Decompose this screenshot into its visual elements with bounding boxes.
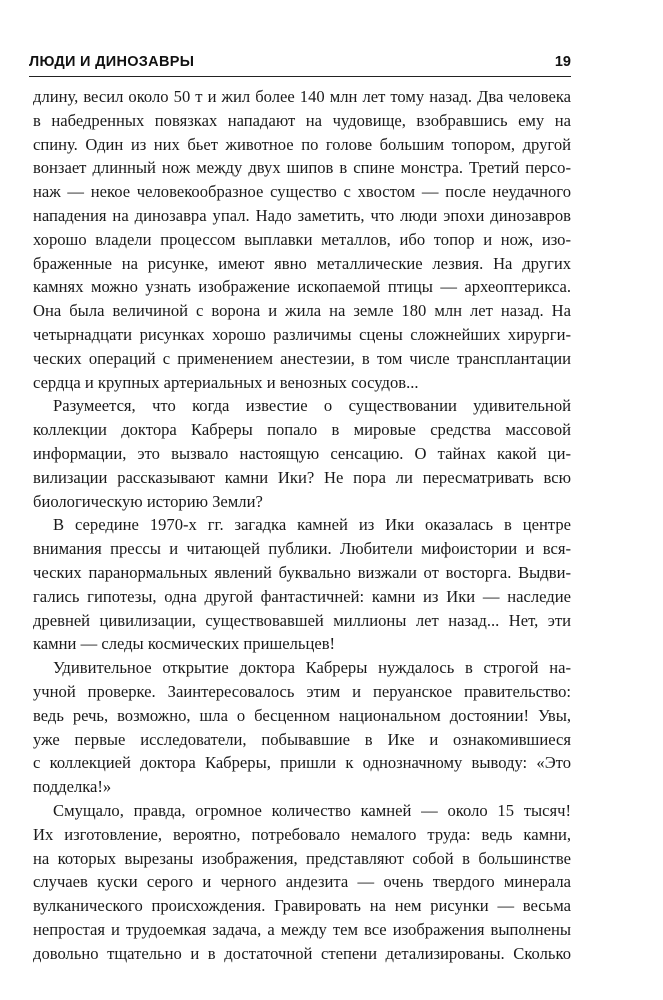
body-text [33,85,571,965]
text-line: довольно тщательно и в достаточной степени детализированы. Сколько [33,943,571,963]
text-line: случаев куски серого и черного андезита — очень твердого минерала [33,872,571,892]
text-line: вулканического происхождения. Гравировать на нем рисунки — весьма [33,896,571,916]
text-line: ведь речь, возможно, шла о бесценном национальном достоянии! Увы, [33,705,571,725]
text-line: нападения на динозавра упал. Надо заметить, что люди эпохи динозавров [33,205,571,225]
text-line: наж — некое человекообразное существо с хвостом — после неудачного [33,182,571,202]
header-rule [29,76,571,77]
text-line: Разумеется, что когда известие о существовании удивительной [53,396,571,416]
chapter-title: ЛЮДИ И ДИНОЗАВРЫ [29,54,195,70]
text-line: камнях можно узнать изображение ископаемой птицы — археоптерикса. [33,277,571,297]
text-line: спину. Один из них бьет животное по голове большим топором, другой [33,134,571,154]
text-line: биологическую историю Земли? [33,491,263,511]
text-line: уже первые исследователи, побывавшие в Ике и ознакомившиеся [33,729,571,749]
text-line: на которых вырезаны изображения, представляют собой в большинстве [33,848,571,868]
text-line: информации, это вызвало настоящую сенсацию. О тайнах какой ци- [33,443,571,463]
text-line: непростая и трудоемкая задача, а между тем все изображения выполнены [33,919,571,939]
text-line: камни — следы космических пришельцев! [33,634,336,654]
text-line: сердца и крупных артериальных и венозных сосудов... [33,372,419,392]
text-line: гались гипотезы, одна другой фантастичней: камни из Ики — наследие [33,586,571,606]
text-line: ческих операций с применением анестезии, в том числе трансплантации [33,348,571,368]
text-line: древней цивилизации, существовавшей миллионы лет назад... Нет, эти [33,610,571,630]
text-line: Удивительное открытие доктора Кабреры нуждалось в строгой на- [53,658,571,678]
text-line: хорошо владели процессом выплавки металлов, ибо топор и нож, изо- [33,229,571,249]
text-line: в набедренных повязках нападают на чудовище, взобравшись ему на [33,110,571,130]
text-line: с коллекцией доктора Кабреры, пришли к однозначному выводу: «Это [33,753,571,773]
text-line: Она была величиной с ворона и жила на земле 180 млн лет назад. На [33,301,571,321]
text-line: учной проверке. Заинтересовалось этим и перуанское правительство: [33,681,571,701]
page-number: 19 [554,54,571,70]
text-line: ческих паранормальных явлений буквально визжали от восторга. Выдви- [33,562,571,582]
text-line: Их изготовление, вероятно, потребовало немалого труда: ведь камни, [33,824,571,844]
text-line: вонзает длинный нож между двух шипов в спине монстра. Третий персо- [33,158,571,178]
text-line: Смущало, правда, огромное количество камней — около 15 тысяч! [53,800,571,820]
text-line: четырнадцати рисунках хорошо различимы сцены сложнейших хирурги- [33,324,571,344]
text-line: В середине 1970-х гг. загадка камней из Ики оказалась в центре [53,515,571,535]
text-line: браженные на рисунке, имеют явно металлические лезвия. На других [33,253,571,273]
running-header [29,54,571,76]
text-line: коллекции доктора Кабреры попало в мировые средства массовой [33,420,571,440]
text-line: внимания прессы и читающей публики. Любители мифоистории и вся- [33,539,571,559]
text-line: длину, весил около 50 т и жил более 140 млн лет тому назад. Два человека [33,87,571,106]
text-line: вилизации рассказывают камни Ики? Не пора ли пересматривать всю [33,467,571,487]
text-line: подделка!» [33,777,112,797]
